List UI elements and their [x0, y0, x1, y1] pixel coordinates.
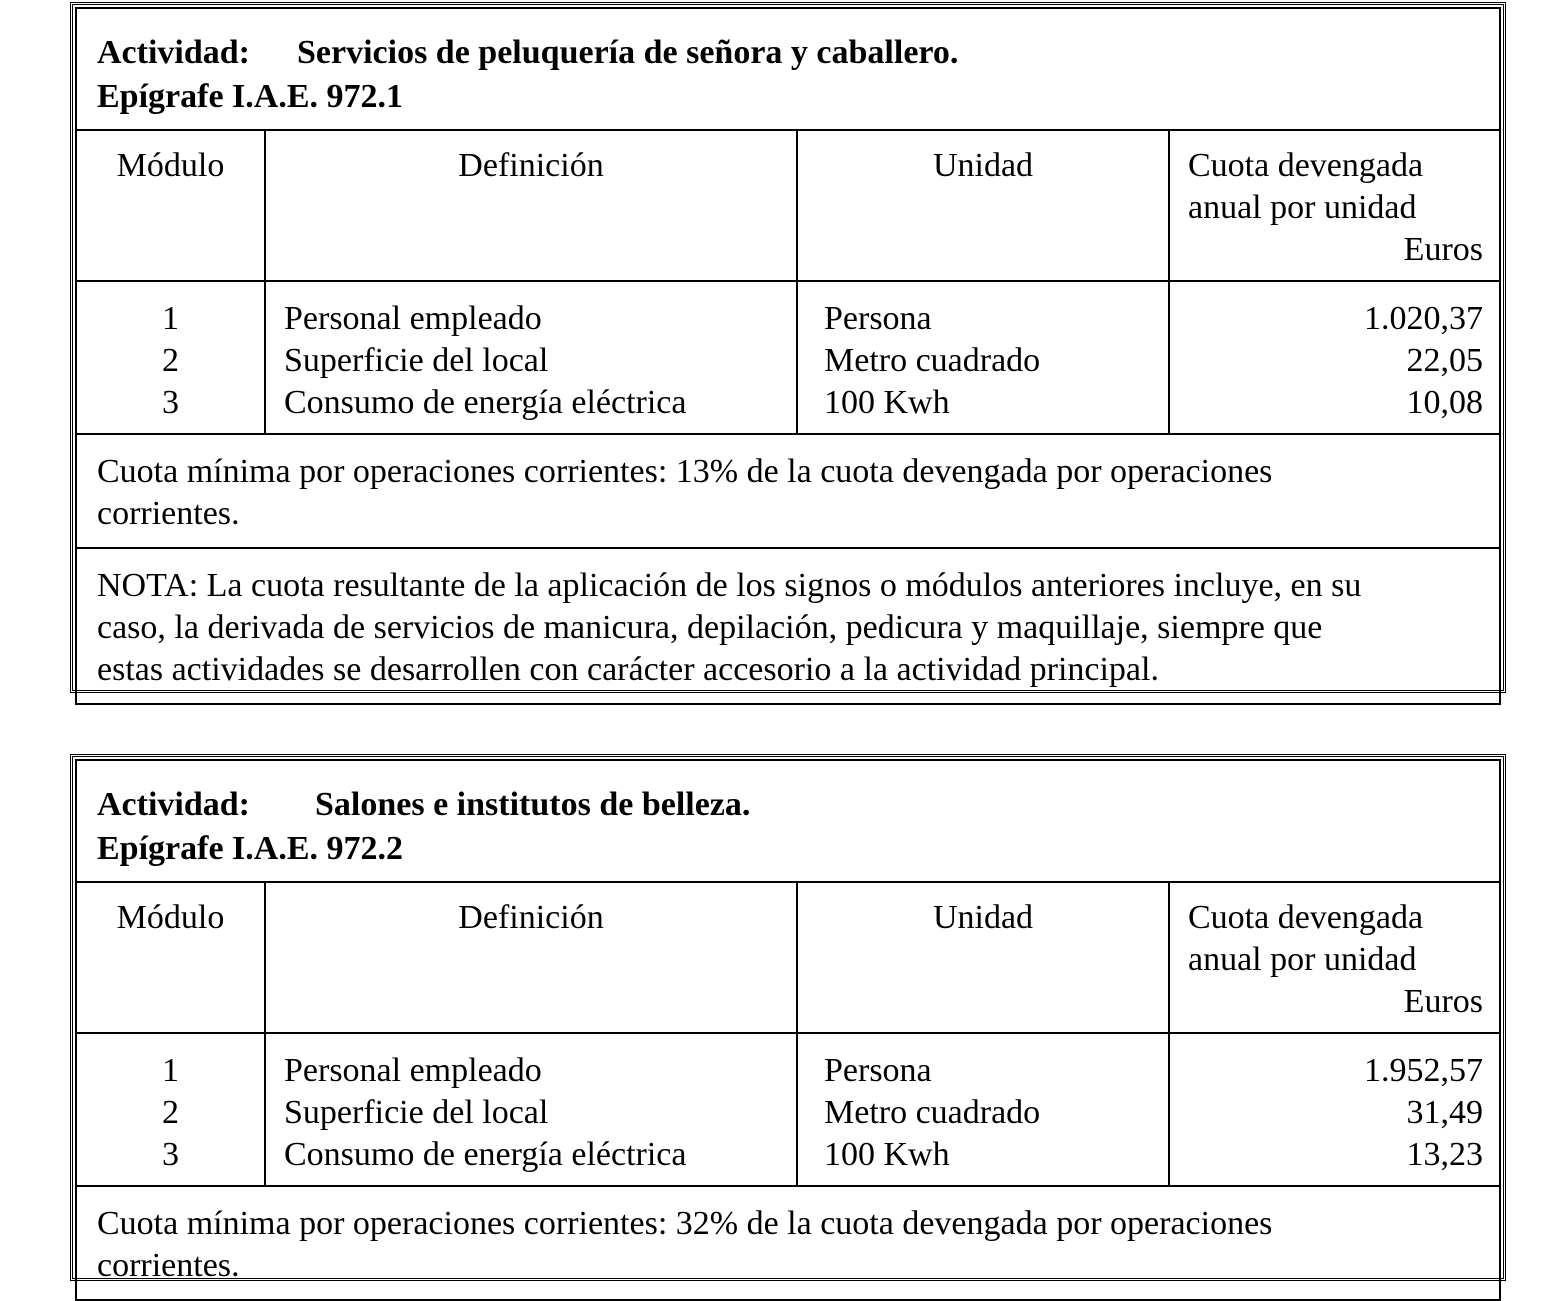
- unidad-text: Metro cuadrado: [824, 1094, 1041, 1131]
- definicion-cell: [265, 1033, 797, 1185]
- unidad-text: Persona: [824, 300, 932, 337]
- cuota-value: 13,23: [1406, 1136, 1483, 1173]
- module-table-inner: [75, 759, 1501, 1301]
- col-header-unidad: Unidad: [797, 131, 1169, 281]
- cuota-header-line1: Cuota devengada: [1188, 899, 1424, 936]
- modules-grid: [77, 131, 1499, 433]
- definicion-text: Superficie del local: [284, 1094, 549, 1131]
- cuota-header-currency: Euros: [1403, 231, 1483, 268]
- cuota-header-currency: Euros: [1403, 983, 1483, 1020]
- epigrafe: Epígrafe I.A.E. 972.2: [97, 830, 403, 867]
- cuota-minima-line: corrientes.: [97, 495, 240, 532]
- table-header: [77, 761, 1499, 883]
- col-header-definicion: Definición: [265, 131, 797, 281]
- col-header-cuota: [1169, 131, 1499, 281]
- cuota-minima-line: Cuota mínima por operaciones corrientes: 32% de la cuota devengada por operaciones: [97, 1205, 1273, 1242]
- unidad-cell: [797, 1033, 1169, 1185]
- cuota-cell: [1169, 281, 1499, 433]
- col-header-definicion: Definición: [265, 883, 797, 1033]
- column-header-row: [77, 131, 1499, 281]
- cuota-minima: [77, 433, 1499, 547]
- cuota-value: 1.020,37: [1364, 300, 1483, 337]
- modulo-number: 3: [162, 1136, 179, 1173]
- module-table-inner: [75, 7, 1501, 705]
- actividad-value: Salones e institutos de belleza.: [315, 786, 751, 823]
- definicion-text: Personal empleado: [284, 1052, 542, 1089]
- cuota-value: 31,49: [1406, 1094, 1483, 1131]
- unidad-text: 100 Kwh: [824, 384, 950, 421]
- cuota-header-line1: Cuota devengada: [1188, 147, 1424, 184]
- cuota-header-line2: anual por unidad: [1188, 189, 1417, 226]
- epigrafe: Epígrafe I.A.E. 972.1: [97, 78, 403, 115]
- col-header-cuota: [1169, 883, 1499, 1033]
- column-header-row: [77, 883, 1499, 1033]
- modules-grid: [77, 883, 1499, 1185]
- module-table-972-1: [70, 2, 1506, 693]
- nota-line: estas actividades se desarrollen con carácter accesorio a la actividad principal.: [97, 651, 1159, 688]
- module-table-972-2: [70, 754, 1506, 1284]
- definicion-text: Consumo de energía eléctrica: [284, 384, 687, 421]
- modules-body-row: [77, 1033, 1499, 1185]
- modulo-number: 3: [162, 384, 179, 421]
- cuota-header-line2: anual por unidad: [1188, 941, 1417, 978]
- definicion-text: Consumo de energía eléctrica: [284, 1136, 687, 1173]
- cuota-cell: [1169, 1033, 1499, 1185]
- actividad-label: Actividad:: [97, 786, 250, 823]
- unidad-text: 100 Kwh: [824, 1136, 950, 1173]
- modulo-number: 2: [162, 1094, 179, 1131]
- table-header: [77, 9, 1499, 131]
- nota-line: caso, la derivada de servicios de manicura, depilación, pedicura y maquillaje, siempre que: [97, 609, 1323, 646]
- modules-body-row: [77, 281, 1499, 433]
- cuota-value: 22,05: [1406, 342, 1483, 379]
- modulo-number: 1: [162, 1052, 179, 1089]
- cuota-minima-line: corrientes.: [97, 1247, 240, 1284]
- modulo-number: 2: [162, 342, 179, 379]
- unidad-text: Metro cuadrado: [824, 342, 1041, 379]
- cuota-value: 10,08: [1406, 384, 1483, 421]
- col-header-modulo: Módulo: [77, 131, 265, 281]
- unidad-text: Persona: [824, 1052, 932, 1089]
- col-header-modulo: Módulo: [77, 883, 265, 1033]
- modulo-cell: [77, 1033, 265, 1185]
- cuota-minima-line: Cuota mínima por operaciones corrientes: 13% de la cuota devengada por operaciones: [97, 453, 1273, 490]
- cuota-minima: [77, 1185, 1499, 1299]
- unidad-cell: [797, 281, 1169, 433]
- cuota-value: 1.952,57: [1364, 1052, 1483, 1089]
- actividad-value: Servicios de peluquería de señora y caballero.: [297, 34, 959, 71]
- actividad-label: Actividad:: [97, 34, 250, 71]
- nota-line: NOTA: La cuota resultante de la aplicación de los signos o módulos anteriores incluye, en su: [97, 567, 1362, 604]
- definicion-text: Personal empleado: [284, 300, 542, 337]
- col-header-unidad: Unidad: [797, 883, 1169, 1033]
- definicion-text: Superficie del local: [284, 342, 549, 379]
- modulo-cell: [77, 281, 265, 433]
- nota: [77, 547, 1499, 703]
- definicion-cell: [265, 281, 797, 433]
- modulo-number: 1: [162, 300, 179, 337]
